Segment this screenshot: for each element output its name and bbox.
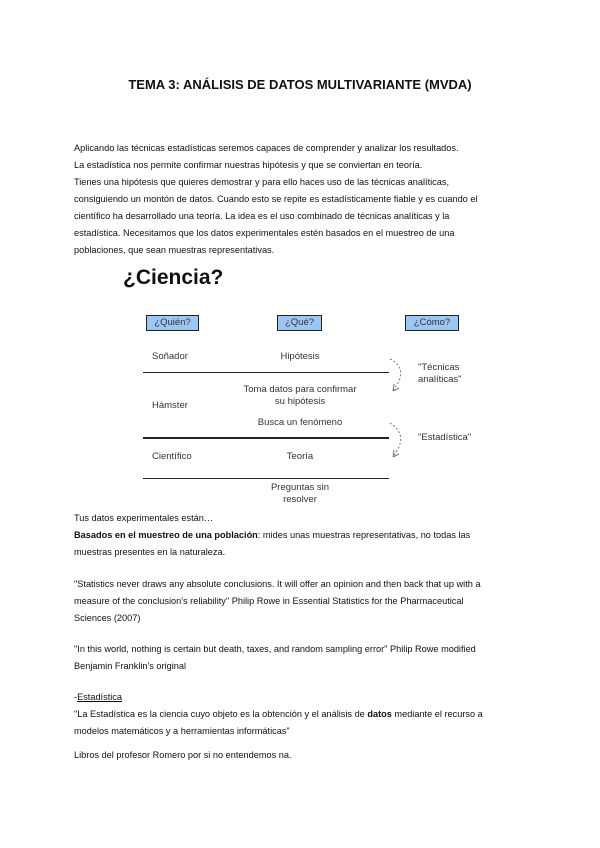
what-open-questions: Preguntas sin (270, 482, 330, 493)
what-open-questions-2: resolver (283, 494, 317, 505)
closing-line: Libros del profesor Romero por si no entendemos na. (74, 750, 292, 760)
text-line: Tus datos experimentales están… (74, 513, 214, 523)
bold-word: datos (367, 709, 392, 719)
curved-arrows-icon (384, 355, 414, 465)
what-theory: Teoría (286, 451, 314, 462)
text-line (74, 530, 470, 540)
quote-line: measure of the conclusion's reliability" Philip Rowe in Essential Statistics for the Pharmaceutical (74, 596, 464, 606)
quote-line: Sciences (2007) (74, 613, 141, 623)
definition-line (74, 709, 483, 719)
section-prefix: - (74, 692, 78, 702)
text-line: consiguiendo un montón de datos. Cuando esto se repite es estadísticamente fiable y es cuando el (74, 194, 478, 204)
text-line: muestras presentes en la naturaleza. (74, 547, 226, 557)
who-scientist: Científico (152, 451, 192, 462)
header-who: ¿Quién? (146, 315, 199, 331)
text-line: Aplicando las técnicas estadísticas seremos capaces de comprender y analizar los resultados. (74, 143, 459, 153)
bold-lead: Basados en el muestreo de una población (74, 530, 258, 540)
how-analytical-1: "Técnicas (418, 362, 460, 373)
diagram-heading: ¿Ciencia? (123, 266, 224, 289)
section-heading (74, 692, 122, 702)
who-dreamer: Soñador (152, 351, 188, 362)
quote-line: "Statistics never draws any absolute conclusions. It will offer an opinion and then back that up with a (74, 579, 481, 589)
header-what: ¿Qué? (277, 315, 322, 331)
divider (143, 437, 389, 439)
text-line: estadística. Necesitamos que los datos experimentales estén basados en el muestreo de una (74, 228, 455, 238)
text-line: Tienes una hipótesis que quieres demostrar y para ello haces uso de las técnicas analíticas, (74, 177, 450, 187)
page-title: TEMA 3: ANÁLISIS DE DATOS MULTIVARIANTE (MVDA) (128, 77, 472, 92)
divider (143, 372, 389, 373)
text-line: poblaciones, que sean muestras representativas. (74, 245, 275, 255)
header-how: ¿Cómo? (405, 315, 459, 331)
text-fragment: mediante el recurso a (391, 709, 483, 719)
text-line: La estadística nos permite confirmar nuestras hipótesis y que se conviertan en teoría. (74, 160, 423, 170)
divider (143, 478, 389, 479)
what-collect-data-2: su hipótesis (274, 396, 326, 407)
how-analytical-2: analíticas" (418, 374, 462, 385)
text-line: científico ha desarrollado una teoría. La idea es el uso combinado de técnicas analíticas y la (74, 211, 450, 221)
definition-line: modelos matemáticos y a herramientas informáticas" (74, 726, 290, 736)
who-hamster: Hámster (152, 400, 188, 411)
text-fragment: "La Estadística es la ciencia cuyo objeto es la obtención y el análisis de (74, 709, 368, 719)
quote-line: Benjamin Franklin's original (74, 661, 187, 671)
quote-line: "In this world, nothing is certain but death, taxes, and random sampling error" Philip Rowe modified (74, 644, 476, 654)
how-statistics: "Estadística" (418, 432, 472, 443)
text-fragment: : mides unas muestras representativas, no todas las (257, 530, 471, 540)
what-collect-data: Toma datos para confirmar (243, 384, 357, 395)
section-title: Estadística (77, 692, 122, 702)
what-phenomenon: Busca un fenómeno (257, 417, 343, 428)
what-hypothesis: Hipótesis (280, 351, 320, 362)
